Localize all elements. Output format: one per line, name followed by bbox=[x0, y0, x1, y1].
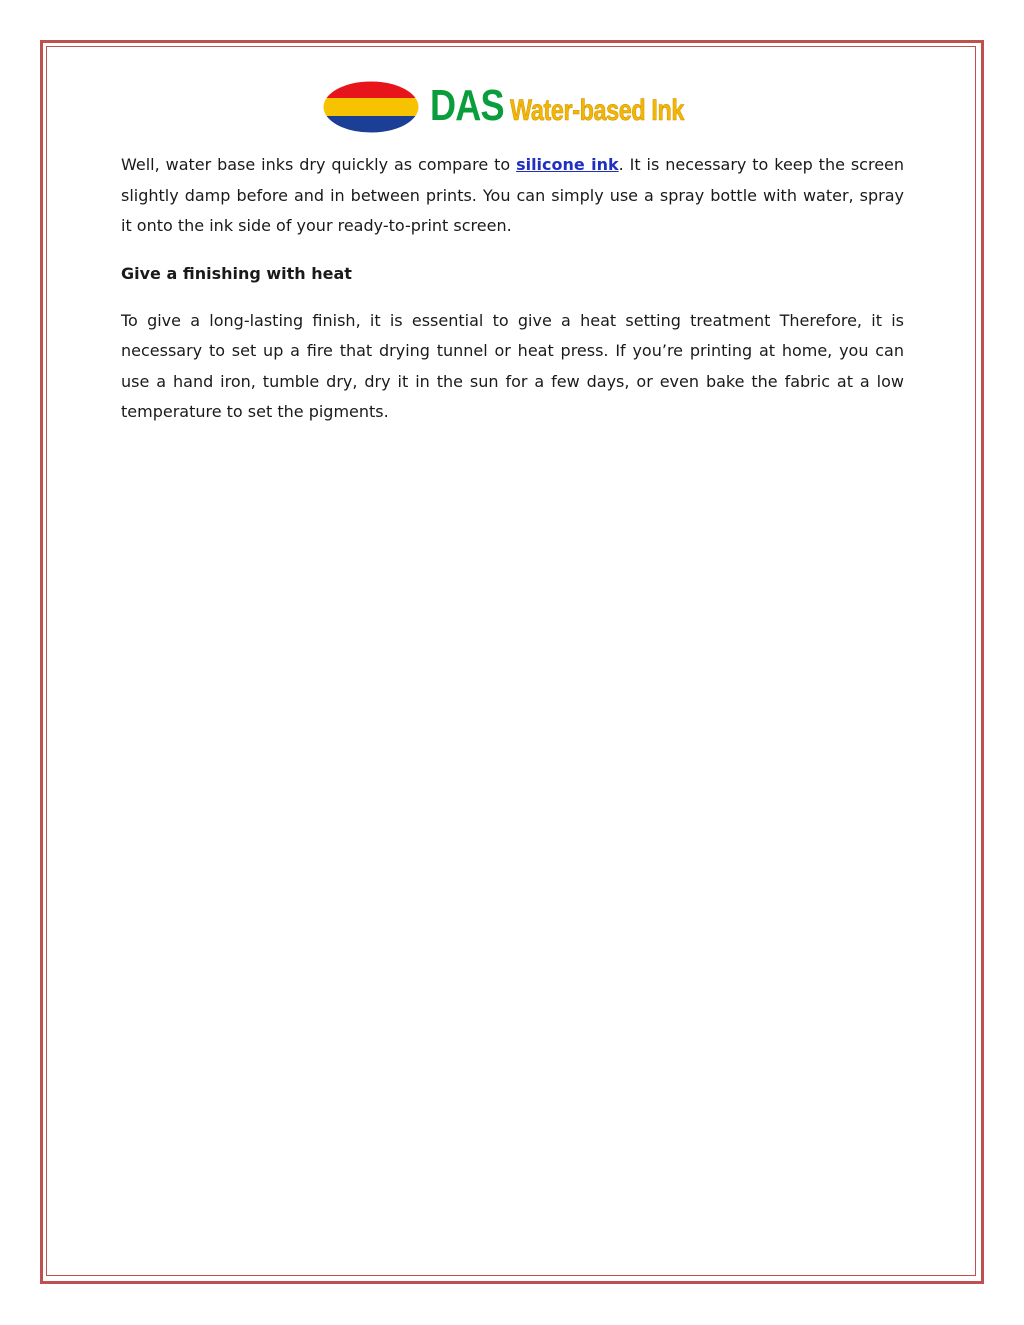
logo-brand-text: DAS bbox=[430, 81, 504, 130]
logo-emblem-icon bbox=[322, 80, 422, 136]
logo bbox=[322, 80, 706, 136]
silicone-ink-link[interactable]: silicone ink bbox=[516, 155, 619, 174]
logo-yellow-band bbox=[322, 98, 422, 116]
section-heading: Give a finishing with heat bbox=[121, 263, 352, 283]
logo-tagline-text: Water-based Ink bbox=[510, 94, 685, 127]
paragraph-2: To give a long-lasting finish, it is essential to give a heat setting treatment Therefore, it is necessary to set up a fire that drying tunnel or heat press. If you’re printing at home, you can use a hand iron, tumble dry, dry it in the sun for a few days, or even bake the fabric at a low temperature to set the pigments. bbox=[121, 310, 904, 421]
paragraph-1-after-link: . It is necessary to keep the screen slightly damp before and in between prints. You can simply use a spray bottle with water, spray it onto the ink side of your ready-to-print screen. bbox=[121, 155, 905, 235]
document-body bbox=[121, 150, 904, 428]
paragraph-1-before-link: Well, water base inks dry quickly as compare to bbox=[121, 155, 517, 174]
paragraph-1 bbox=[121, 150, 904, 242]
